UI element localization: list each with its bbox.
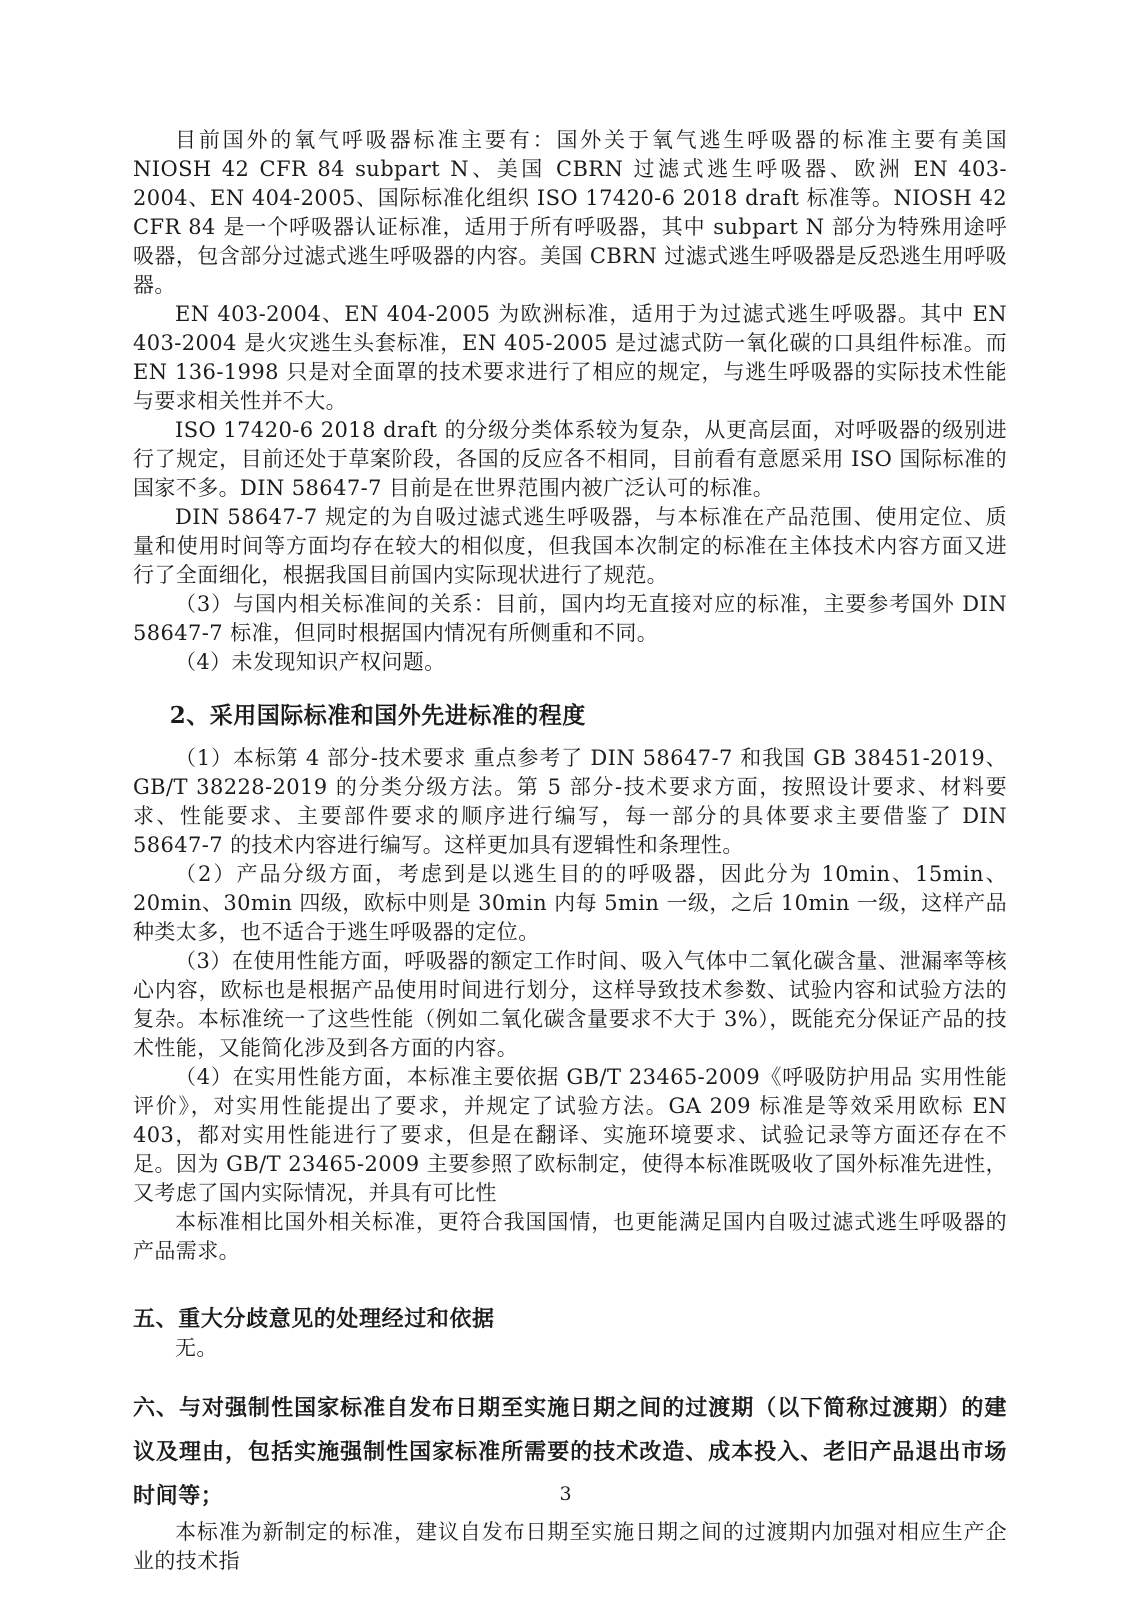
paragraph-standard-suitability-conclusion: 本标准相比国外相关标准，更符合我国国情，也更能满足国内自吸过滤式逃生呼吸器的产品需求。 <box>133 1210 1007 1263</box>
paragraph-foreign-oxygen-respirator-standards: 目前国外的氧气呼吸器标准主要有：国外关于氧气逃生呼吸器的标准主要有美国 NIOSH 42 CFR 84 subpart N、美国 CBRN 过滤式逃生呼吸器、欧洲 EN 403-2004、EN 404-2005、国际标准化组织 ISO 17420-6 2018 draft 标准等。NIOSH 42 CFR 84 是一个呼吸器认证标准，适用于所有呼吸器，其中 subpart N 部分为特殊用途呼吸器，包含部分过滤式逃生呼吸器的内容。美国 CBRN 过滤式逃生呼吸器是反恐逃生用呼吸器。 <box>133 128 1007 297</box>
paragraph-european-standards: EN 403-2004、EN 404-2005 为欧洲标准，适用于为过滤式逃生呼吸器。其中 EN 403-2004 是火灾逃生头套标准，EN 405-2005 是过滤式防一氧化碳的口具组件标准。而 EN 136-1998 只是对全面罩的技术要求进行了相应的规定，与逃生呼吸器的实际技术性能与要求相关性并不大。 <box>133 302 1007 413</box>
paragraph-iso-draft-classification: ISO 17420-6 2018 draft 的分级分类体系较为复杂，从更高层面，对呼吸器的级别进行了规定，目前还处于草案阶段，各国的反应各不相同，目前看有意愿采用 ISO 国际标准的国家不多。DIN 58647-7 目前是在世界范围内被广泛认可的标准。 <box>133 418 1007 500</box>
paragraph-din-58647-comparison: DIN 58647-7 规定的为自吸过滤式逃生呼吸器，与本标准在产品范围、使用定位、质量和使用时间等方面均存在较大的相似度，但我国本次制定的标准在主体技术内容方面又进行了全面细化，根据我国目前国内实际现状进行了规范。 <box>133 505 1007 587</box>
paragraph-new-standard-transition-suggestion: 本标准为新制定的标准，建议自发布日期至实施日期之间的过渡期内加强对相应生产企业的技术指 <box>133 1520 1007 1573</box>
sub-heading-adoption-of-international-standards: 2、采用国际标准和国外先进标准的程度 <box>169 702 586 729</box>
paragraph-none: 无。 <box>175 1336 218 1360</box>
section-heading-six-transition-period: 六、与对强制性国家标准自发布日期至实施日期之间的过渡期（以下简称过渡期）的建议及理由，包括实施强制性国家标准所需要的技术改造、成本投入、老旧产品退出市场时间等； <box>133 1395 1007 1508</box>
paragraph-domestic-standards-relation: （3）与国内相关标准间的关系：目前，国内均无直接对应的标准，主要参考国外 DIN 58647-7 标准，但同时根据国内情况有所侧重和不同。 <box>133 592 1007 645</box>
paragraph-item4-practical-performance: （4）在实用性能方面，本标准主要依据 GB/T 23465-2009《呼吸防护用品 实用性能评价》，对实用性能提出了要求，并规定了试验方法。GA 209 标准是等效采用欧标 EN 403，都对实用性能进行了要求，但是在翻译、实施环境要求、试验记录等方面还存在不足。因为 GB/T 23465-2009 主要参照了欧标制定，使得本标准既吸收了国外标准先进性，又考虑了国内实际情况，并具有可比性 <box>133 1065 1007 1205</box>
paragraph-item2-product-grading: （2）产品分级方面，考虑到是以逃生目的的呼吸器，因此分为 10min、15min、20min、30min 四级，欧标中则是 30min 内每 5min 一级，之后 10min 一级，这样产品种类太多，也不适合于逃生呼吸器的定位。 <box>133 862 1007 944</box>
paragraph-item1-technical-requirements: （1）本标第 4 部分-技术要求 重点参考了 DIN 58647-7 和我国 GB 38451-2019、GB/T 38228-2019 的分类分级方法。第 5 部分-技术要求方面，按照设计要求、材料要求、性能要求、主要部件要求的顺序进行编写，每一部分的具体要求主要借鉴了 DIN 58647-7 的技术内容进行编写。这样更加具有逻辑性和条理性。 <box>133 746 1007 857</box>
page-number: 3 <box>559 1483 572 1505</box>
paragraph-no-ip-issues: （4）未发现知识产权问题。 <box>175 650 446 674</box>
paragraph-item3-usage-performance: （3）在使用性能方面，呼吸器的额定工作时间、吸入气体中二氧化碳含量、泄漏率等核心内容，欧标也是根据产品使用时间进行划分，这样导致技术参数、试验内容和试验方法的复杂。本标准统一了这些性能（例如二氧化碳含量要求不大于 3%），既能充分保证产品的技术性能，又能简化涉及到各方面的内容。 <box>133 949 1007 1060</box>
section-heading-five-dispute-handling: 五、重大分歧意见的处理经过和依据 <box>133 1306 495 1331</box>
